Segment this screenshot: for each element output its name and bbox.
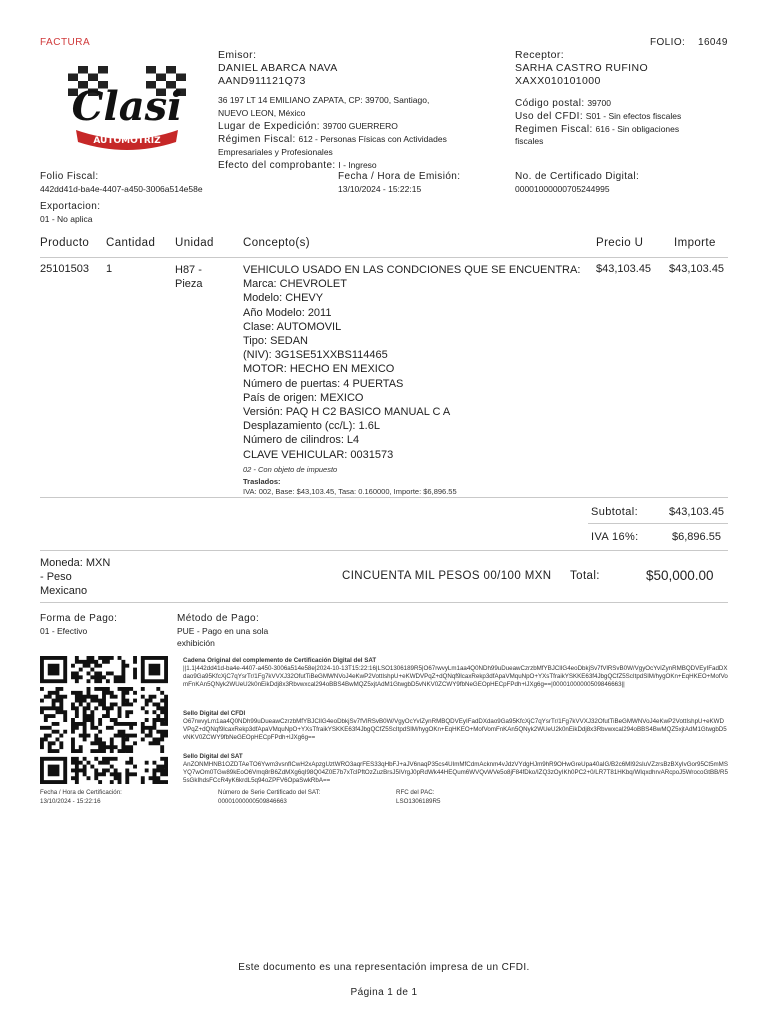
document-type: FACTURA <box>40 37 91 48</box>
efecto-label: Efecto del comprobante: <box>218 160 336 171</box>
concept-lines <box>243 263 588 462</box>
folio-label: FOLIO: <box>650 37 686 48</box>
lugar-expedicion-value: 39700 GUERRERO <box>322 121 398 131</box>
page-number: Página 1 de 1 <box>350 987 418 998</box>
emisor-regimen-label: Régimen Fiscal: <box>218 133 296 145</box>
receptor-regimen-value: 616 - Sin obligaciones <box>595 124 680 134</box>
logo-text: Clasi <box>71 83 183 130</box>
iva-value: $6,896.55 <box>672 531 721 543</box>
rfc-pac-value: LSO1306189R5 <box>396 798 441 805</box>
emisor-name: DANIEL ABARCA NAVA <box>218 62 338 74</box>
sat-block <box>183 657 728 793</box>
serie-sat-label: Número de Serie Certificado del SAT: <box>218 789 321 796</box>
table-header-rule <box>40 257 728 258</box>
traslados-value: IVA: 002, Base: $43,103.45, Tasa: 0.160000, Importe: $6,896.55 <box>243 486 457 496</box>
row-concepto <box>243 263 588 497</box>
moneda-line3: Mexicano <box>40 585 88 597</box>
uso-cfdi-label: Uso del CFDI: <box>515 111 583 122</box>
totals-end-rule <box>40 602 728 603</box>
emisor-regimen-value-line2: Empresariales y Profesionales <box>218 147 333 157</box>
fecha-certificacion-value: 13/10/2024 - 15:22:16 <box>40 798 101 805</box>
uso-cfdi-value: S01 - Sin efectos fiscales <box>585 111 682 121</box>
emisor-address-line2: NUEVO LEON, México <box>218 108 306 118</box>
concept-line: Número de puertas: 4 PUERTAS <box>243 377 404 390</box>
receptor-name: SARHA CASTRO RUFINO <box>515 62 649 74</box>
concept-line: País de origen: MEXICO <box>243 391 364 404</box>
concept-line: CLAVE VEHICULAR: 0031573 <box>243 448 394 461</box>
company-logo <box>48 58 206 158</box>
concept-line: Clase: AUTOMOVIL <box>243 320 342 333</box>
row-unidad <box>175 263 203 291</box>
cadena-original-label: Cadena Original del complemento de Certificación Digital del SAT <box>183 657 377 664</box>
concept-line: Número de cilindros: L4 <box>243 434 360 447</box>
total-words: CINCUENTA MIL PESOS 00/100 MXN <box>342 570 552 582</box>
logo-subtext: AUTOMOTRIZ <box>93 136 161 146</box>
forma-pago-value: 01 - Efectivo <box>40 626 88 636</box>
receptor-regimen <box>515 123 735 136</box>
forma-pago-label: Forma de Pago: <box>40 613 118 624</box>
row-cantidad: 1 <box>106 263 113 275</box>
col-header-precio: Precio U <box>596 237 644 249</box>
rfc-pac-label: RFC del PAC: <box>396 789 435 796</box>
cadena-original-value: ||1.1|442dd41d-ba4e-4407-a450-3006a514e58e|2024-10-13T15:22:16|LSO1306189R5|O67rwvyLm1aa4Q0NDh99uDueawCzrzbMfYBJClIG4eoDbkjSv7fVlRSvB0W/VgyOcYvIZynRMBQDVEyIFadDXdao9Ga95KfcXjC7qYsrTr/1Fg7kVVXJ32OfutTiBeGMWNVoJ4eKwP2VottIshpU+eKWDVPqZ+dQNqf9lcaxRekp3dfApaVMquNpO+YXsTfraikYSKKE63f4JbgQCfZ5ScItpdSlM/hygOKn+EqHKEO+MofVomFnKAn5QNyk2WUeU2k0nEikDdj8x3Rbvwxcal294oBBS4BwMQZ5xjtAdM1GtwgbD5vNKV0ZCWY9fbNeGEOpHECpFPdh+lJXg6g==|00001000000509846663|| <box>183 665 728 688</box>
row-importe: $43,103.45 <box>669 263 725 275</box>
metodo-pago-value-line2: exhibición <box>177 638 215 648</box>
emisor-regimen <box>218 134 498 147</box>
moneda-line2: - Peso <box>40 571 72 583</box>
folio-fiscal-value: 442dd41d-ba4e-4407-a450-3006a514e58e <box>40 184 203 194</box>
efecto-value: I - Ingreso <box>338 160 377 170</box>
subtotal-value: $43,103.45 <box>669 506 725 518</box>
emisor-heading: Emisor: <box>218 49 257 61</box>
receptor-cp-value: 39700 <box>587 98 611 108</box>
col-header-concepto: Concepto(s) <box>243 237 311 249</box>
moneda-line1: Moneda: MXN <box>40 557 111 569</box>
emisor-address-line1: 36 197 LT 14 EMILIANO ZAPATA, CP: 39700, Santiago, <box>218 95 430 105</box>
col-header-producto: Producto <box>40 237 90 249</box>
col-header-importe: Importe <box>674 237 716 249</box>
certificado-label: No. de Certificado Digital: <box>515 171 640 182</box>
exportacion-label: Exportacion: <box>40 201 101 212</box>
concept-line: Año Modelo: 2011 <box>243 306 332 319</box>
concept-line: Marca: CHEVROLET <box>243 278 347 291</box>
concept-line: Modelo: CHEVY <box>243 292 324 305</box>
subtotal-rule <box>588 523 728 524</box>
iva-label: IVA 16%: <box>591 531 639 543</box>
sello-sat-label: Sello Digital del SAT <box>183 753 243 760</box>
footer-note: Este documento es una representación impresa de un CFDI. <box>238 962 530 973</box>
qr-code-graphic <box>40 656 168 784</box>
emisor-regimen-value: 612 - Personas Físicas con Actividades <box>298 133 447 144</box>
receptor-uso-cfdi <box>515 110 735 123</box>
concept-line: Versión: PAQ H C2 BASICO MANUAL C A <box>243 406 451 419</box>
row-unidad-line1: H87 - <box>175 264 202 276</box>
lugar-expedicion <box>218 121 498 134</box>
row-precio: $43,103.45 <box>596 263 652 275</box>
moneda-block <box>40 556 110 598</box>
fecha-certificacion-label: Fecha / Hora de Certificación: <box>40 789 122 796</box>
iva-rule <box>40 550 728 551</box>
col-header-cantidad: Cantidad <box>106 237 156 249</box>
table-end-rule <box>40 497 728 498</box>
total-label: Total: <box>570 570 600 582</box>
receptor-cp <box>515 97 735 110</box>
sello-sat-value: AnZONMHNB1OZDTAeTO6Ywm3vsnfICwH2xApzgUztWRO3aqrFES33qHbFJ+aJV6naqP35cs4UImMfCdmAcknm4vJdzVYdgHJm9hR9OHwGreUpa40aIG/B2c6MI92sIuVZzrsBzBXyIvGor95Ct5mMSYQ7wOm0TGw89kEoO6Vmq8rB6ZdMXg6qI98Q04Z0E7b7xTclPftOzZuzBrsJ5IVrgJ0pRdWk44HEQum6WVQvWVe5o8jF84fDko/IZQ3zOyIKh0PC2+0/LR7T81HKbq/WIqxdhrvARcpoJ5WrocoGtBB/R55sGkIhdsFCcR4yK6krdL5q94oZPFV6OpaSwkRbA== <box>183 761 728 784</box>
col-header-unidad: Unidad <box>175 237 214 249</box>
subtotal-label: Subtotal: <box>591 506 639 518</box>
fecha-emision-label: Fecha / Hora de Emisión: <box>338 171 461 182</box>
sello-cfdi-value: O67rwvyLm1aa4Q0NDh99uDueawCzrzbMfYBJClIG4eoDbkjSv7fVlRSvB0W/VgyOcYvIZynRMBQDVEyIFadDXdao9Ga95KfcXjC7qYsrTr/1Fg7kVVXJ32OfutTiBeGMWNVoJ4eKwP2VottIshpU+eKWDVPqZ+dQNqf9lcaxRekp3dfApaVMquNpO+YXsTfraikYSKKE63f4JbgQCfZ5ScItpdSlM/hygOKn+EqHKEO+MofVomFnKAn5QNyk2WUeU2k0nEikDdj8x3Rbvwxcal294oBBS4BwMQZ5xjtAdM1GtwgbD5vNKV0ZCWY9fbNeGEOpHECpFPdh+lJXg6g== <box>183 718 727 741</box>
qr-code <box>40 656 168 784</box>
objeto-impuesto: 02 - Con objeto de impuesto <box>243 464 338 474</box>
concept-line: Tipo: SEDAN <box>243 335 309 348</box>
concept-line: Desplazamiento (cc/L): 1.6L <box>243 420 380 433</box>
metodo-pago-label: Método de Pago: <box>177 613 260 624</box>
row-producto: 25101503 <box>40 263 89 275</box>
receptor-heading: Receptor: <box>515 49 565 61</box>
concept-line: VEHICULO USADO EN LAS CONDCIONES QUE SE ENCUENTRA: <box>243 264 581 276</box>
serie-sat-value: 00001000000509846663 <box>218 798 287 805</box>
receptor-regimen-value-line2: fiscales <box>515 136 544 146</box>
concept-line: MOTOR: HECHO EN MEXICO <box>243 363 395 376</box>
total-value: $50,000.00 <box>646 568 714 583</box>
folio-value: 16049 <box>698 37 728 48</box>
fecha-emision-value: 13/10/2024 - 15:22:15 <box>338 184 422 194</box>
row-unidad-line2: Pieza <box>175 278 203 290</box>
metodo-pago-value-line1: PUE - Pago en una sola <box>177 626 269 636</box>
receptor-block <box>515 49 735 147</box>
lugar-expedicion-label: Lugar de Expedición: <box>218 121 320 132</box>
traslados-label: Traslados: <box>243 476 281 486</box>
certificado-value: 00001000000705244995 <box>515 184 610 194</box>
receptor-cp-label: Código postal: <box>515 98 585 109</box>
emisor-rfc: AAND911121Q73 <box>218 75 306 87</box>
receptor-regimen-label: Regimen Fiscal: <box>515 124 593 135</box>
sello-cfdi-label: Sello Digital del CFDI <box>183 710 246 717</box>
concept-line: (NIV): 3G1SE51XXBS114465 <box>243 349 388 362</box>
emisor-block <box>218 49 498 172</box>
exportacion-value: 01 - No aplica <box>40 214 93 224</box>
folio-fiscal-label: Folio Fiscal: <box>40 171 99 182</box>
receptor-rfc: XAXX010101000 <box>515 75 601 87</box>
